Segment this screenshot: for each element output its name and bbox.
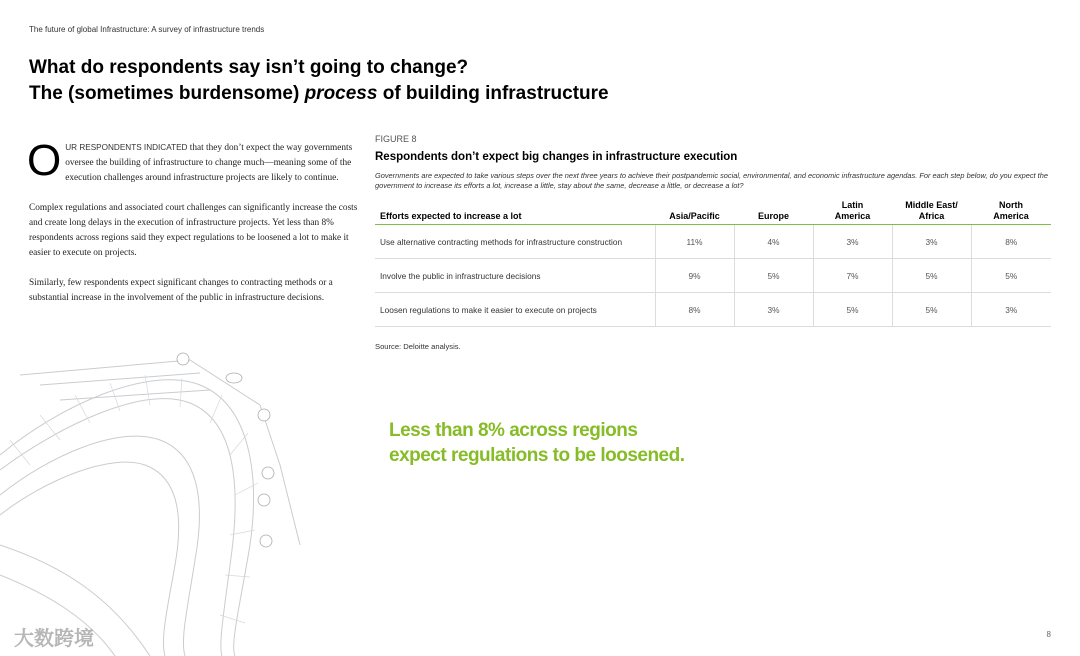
- table-cell: 3%: [971, 293, 1051, 327]
- table-cell: 4%: [734, 225, 813, 259]
- table-row: [375, 293, 1051, 327]
- title-line-2-italic: process: [304, 83, 378, 104]
- table-cell: 5%: [971, 259, 1051, 293]
- title-line-2-pre: The (sometimes burdensome): [29, 83, 305, 104]
- watermark-logo: 大数跨境: [14, 628, 94, 650]
- table-row: [375, 225, 1051, 259]
- page-title: [29, 55, 609, 107]
- title-line-1: What do respondents say isn’t going to change?: [29, 57, 469, 78]
- table-header-row: [375, 195, 1051, 225]
- callout-line-2: expect regulations to be loosened.: [389, 445, 685, 466]
- column-header: Asia/Pacific: [655, 195, 734, 225]
- body-paragraph-3: Similarly, few respondents expect significant changes to contracting methods or a substantial increase in the involvement of the public in infrastructure decisions.: [29, 278, 333, 303]
- figure-description: Governments are expected to take various steps over the next three years to achieve their postpandemic social, environmental, and economic infrastructure agendas. For each step below, do you expect the government to increase its efforts a lot, increase a little, stay about the same, decrease a little, or decrease a lot?: [375, 171, 1048, 190]
- column-header: [813, 195, 892, 225]
- title-line-2-post: of building infrastructure: [377, 83, 609, 104]
- row-label: Loosen regulations to make it easier to execute on projects: [375, 293, 655, 327]
- table-cell: 3%: [734, 293, 813, 327]
- column-header: [971, 195, 1051, 225]
- table-cell: 5%: [734, 259, 813, 293]
- table-cell: 3%: [813, 225, 892, 259]
- table-cell: 8%: [655, 293, 734, 327]
- running-head: The future of global Infrastructure: A survey of infrastructure trends: [29, 25, 265, 34]
- table-cell: 11%: [655, 225, 734, 259]
- table-cell: 5%: [813, 293, 892, 327]
- column-header-text: Latin America: [834, 200, 871, 221]
- table-row: [375, 259, 1051, 293]
- figure-source: Source: Deloitte analysis.: [375, 342, 461, 351]
- table-cell: 9%: [655, 259, 734, 293]
- table-cell: 8%: [971, 225, 1051, 259]
- body-paragraph-1: [27, 136, 359, 186]
- para1-rest: that they don’t expect the way governments oversee the building of infrastructure to change much—meaning some of the execution challenges around infrastructure projects are likely to continue.: [65, 143, 353, 183]
- drop-cap: O: [27, 136, 62, 185]
- callout-line-1: Less than 8% across regions: [389, 420, 638, 441]
- title-line-2: [29, 81, 609, 107]
- table-cell: 5%: [892, 259, 971, 293]
- body-paragraph-2: Complex regulations and associated court challenges can significantly increase the costs and create long delays in the execution of infrastructure projects. Yet less than 8% respondents across regions said they expect regulations to be loosened a lot to make it easier to execute on projects.: [29, 203, 358, 258]
- table-cell: 5%: [892, 293, 971, 327]
- column-header-text: North America: [993, 200, 1029, 221]
- callout-quote: [389, 418, 685, 468]
- row-label: Use alternative contracting methods for infrastructure construction: [375, 225, 655, 259]
- body-text: [27, 136, 359, 321]
- row-label: Involve the public in infrastructure decisions: [375, 259, 655, 293]
- survey-table: [375, 195, 1051, 327]
- figure-title: Respondents don’t expect big changes in infrastructure execution: [375, 151, 738, 163]
- column-header: Europe: [734, 195, 813, 225]
- page-number: 8: [1046, 630, 1051, 639]
- table-cell: 7%: [813, 259, 892, 293]
- figure-label: FIGURE 8: [375, 134, 417, 144]
- column-header-text: Middle East/ Africa: [905, 200, 958, 221]
- table-cell: 3%: [892, 225, 971, 259]
- column-header: [892, 195, 971, 225]
- lead-in-caps: UR RESPONDENTS INDICATED: [65, 143, 188, 152]
- column-header: Efforts expected to increase a lot: [375, 195, 655, 225]
- stadium-sketch-illustration: [0, 345, 360, 656]
